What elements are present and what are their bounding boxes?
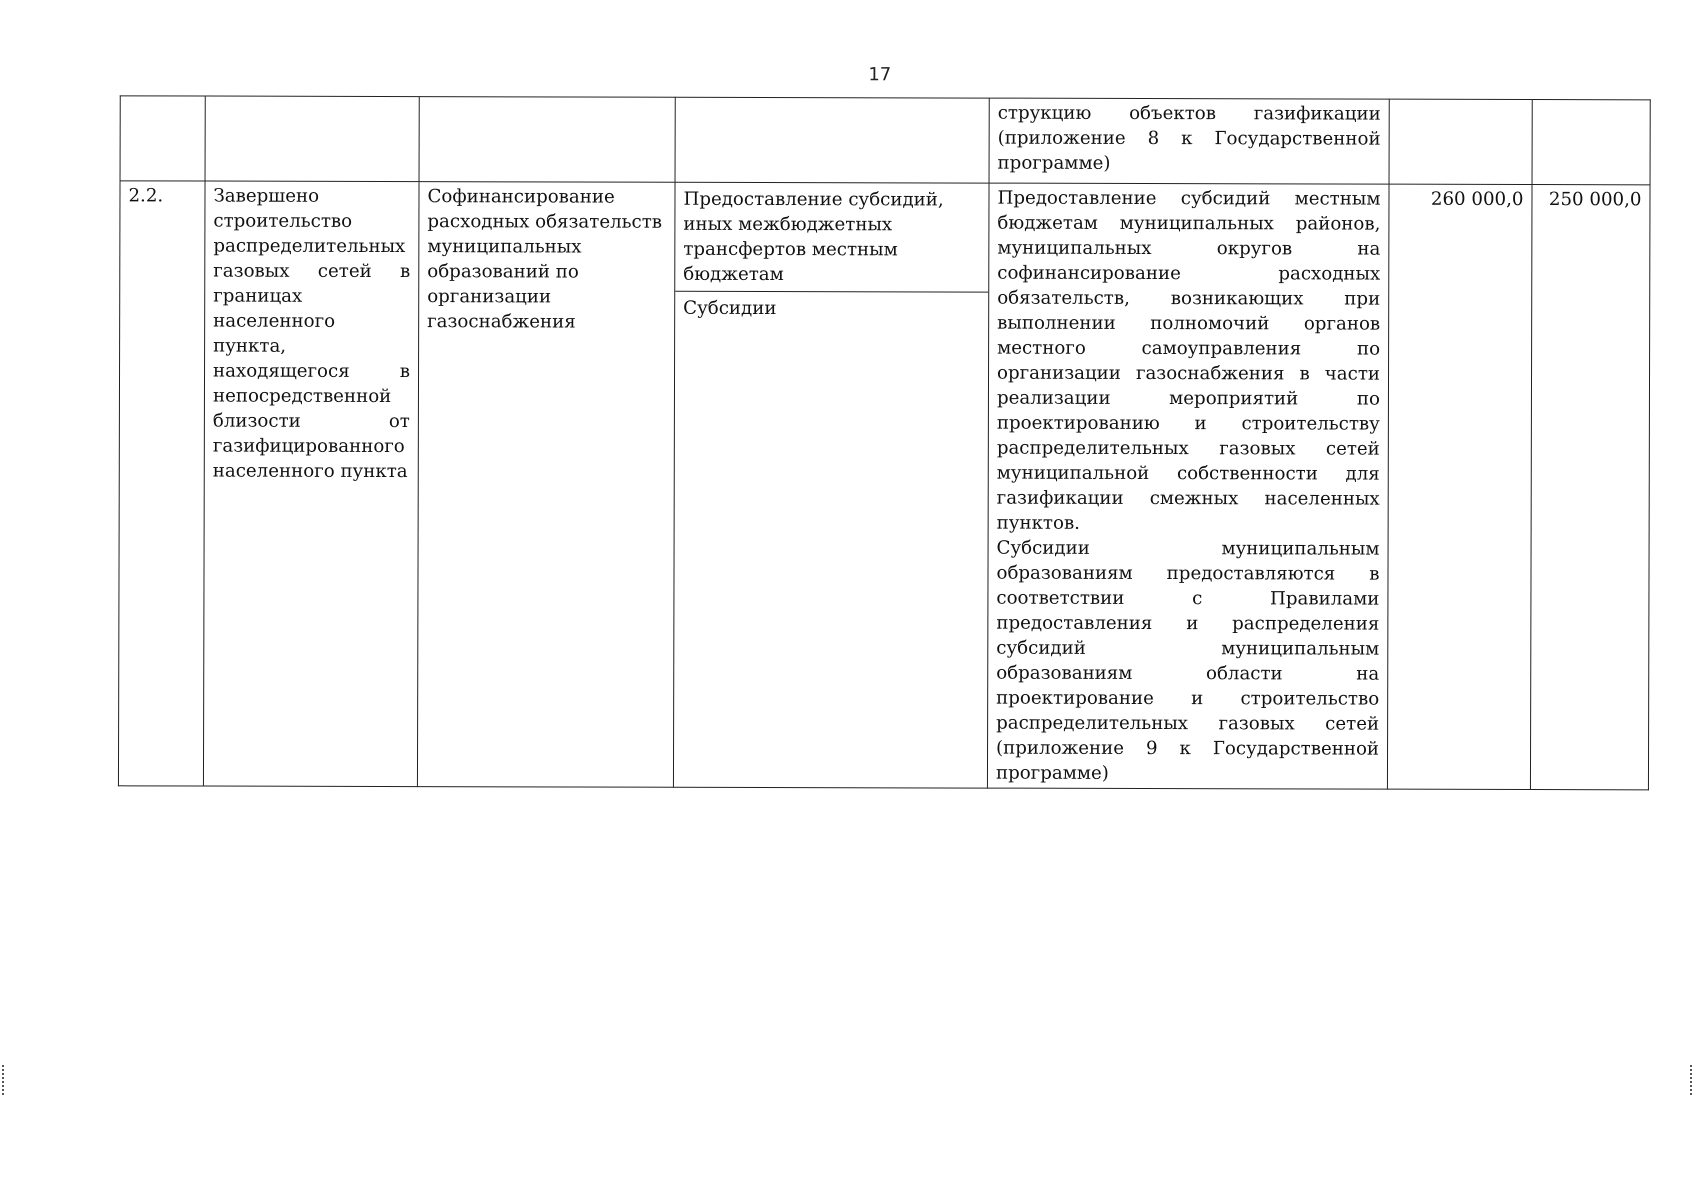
table-row-continuation xyxy=(120,96,1650,185)
description-paragraph-2: Субсидии муниципальным образованиям предоставляются в соответствии с Правилами предоставления и распределения субсидий муниципальным образованиям области на проектирование и строительство распределительных газовых сетей (приложение 9 к Государственной программе) xyxy=(995,537,1380,784)
cell-measure: Софинансирование расходных обязательств муниципальных образований по организации газоснабжения xyxy=(417,182,675,788)
cell-empty xyxy=(205,96,419,182)
scan-edge-mark-right xyxy=(1690,1065,1695,1095)
cell-empty xyxy=(1389,99,1532,184)
page-number: 17 xyxy=(868,64,892,86)
cell-measure-type xyxy=(673,182,989,788)
cell-continuation-text: струкцию объектов газификации (приложение 8 к Государственной программе) xyxy=(989,98,1389,184)
description-paragraph-1: Предоставление субсидий местным бюджетам муниципальных районов, муниципальных округов на софинансирование расходных обязательств, возникающих при выполнении полномочий органов местного самоуправления по организации газоснабжения в части реализации мероприятий по проектированию и строительству распределительных газовых сетей муниципальной собственности для газификации смежных населенных пунктов. xyxy=(996,187,1381,534)
scan-edge-mark-left xyxy=(2,1065,7,1095)
measure-type-bottom: Субсидии xyxy=(683,297,777,320)
table-row-2-2 xyxy=(118,181,1650,790)
program-table xyxy=(118,95,1651,790)
cell-empty xyxy=(120,96,205,181)
measure-type-top: Предоставление субсидий, иных межбюджетных трансфертов местным бюджетам xyxy=(675,183,988,293)
cell-result: Завершено строительство распределительных газовых сетей в границах населенного пункта, находящегося в непосредственной близости от газифицированного населенного пункта xyxy=(203,181,419,787)
cell-empty xyxy=(1532,100,1650,185)
cell-value-2: 250 000,0 xyxy=(1530,185,1650,790)
cell-value-1: 260 000,0 xyxy=(1387,184,1532,789)
cell-row-number: 2.2. xyxy=(118,181,205,786)
cell-empty xyxy=(675,97,989,183)
cell-empty xyxy=(419,97,675,183)
cell-description xyxy=(987,183,1389,789)
